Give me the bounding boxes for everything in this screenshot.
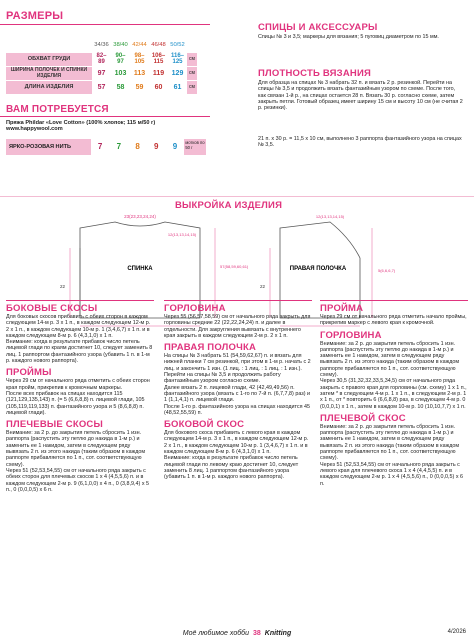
needles-heading: СПИЦЫ И АКСЕССУАРЫ	[258, 22, 378, 33]
divider	[0, 116, 210, 117]
paragraph: Через 51 (52,53,54,55) см от начального ряда закрыть с левого края для плечевого скоса 1 х 4 (4,4,5,5) п. и в каждом следующем 2-м р. 1 х 4 (4,5,5,6) п., 0 (0,0,0,5) х 6 п.	[320, 461, 464, 487]
cell: 98–105	[130, 52, 149, 66]
measure-front-shoulder: 12(13,13,14,15)	[315, 214, 345, 219]
paragraph: Для боковых скосов прибавить с обеих сторон в каждом следующем 14-м р. 3 х 1 п., в каждом следующем 12-м р. 2 х 1 п., в каждом следующем 10-м р. 1 (3,4,6,7) х 1 п. и в каждом следующем 8-м р. 6 (4,3,1,0) х 1 п.	[6, 314, 151, 339]
yarn-value: 9	[172, 142, 178, 152]
yarn-row	[6, 139, 206, 155]
row-label: ОБХВАТ ГРУДИ	[6, 52, 92, 66]
page-number: 38	[252, 629, 261, 637]
paragraph: Для бокового скоса прибавить с левого края в каждом следующем 14-м р. 3 х 1 п., в каждом следующем 12-м р. 2 х 1 п., в каждом следующем 10-м р. 1 (3,4,6,7) х 1 п. и в каждом следующем 8-м р. 6 (4,3,1,0) х 1 п.	[164, 430, 309, 456]
cell: 97	[92, 66, 111, 80]
paragraph: Через 51 (52,53,54,55) см от начального ряда закрыть с обеих сторон для плечевых скосов 1 х 4 (4,5,5,6) п. и в каждом следующем 2-м р. 9 (6,1,0,0) х 4 п., 0 (3,8,9,4) х 5 п., 0 (0,0,0,5) х 6 п.	[6, 467, 150, 493]
paragraph: Внимание: когда в результате прибавок число петель лицевой глади по краям достигнет 10, следует заменить 8 лиц. 1 раппортом фантазийного узора (убавить 1 п. в 1-м р. каждого нового раппорта).	[6, 339, 153, 365]
needles-text: Спицы № 3 и 3,5; маркеры для вязания; 5 пуговиц диаметром по 15 мм.	[258, 34, 439, 40]
front-label: ПРАВАЯ ПОЛОЧКА	[289, 266, 347, 272]
cell: 57	[92, 80, 111, 94]
measure-22: 22	[60, 284, 66, 289]
paragraph: Через 29 см от начального ряда отметить начало проймы, прикрепив маркер с левого края к кромочной.	[320, 314, 467, 327]
section-heading: ПРОЙМЫ	[6, 367, 52, 379]
pattern-heading: ВЫКРОЙКА ИЗДЕЛИЯ	[175, 200, 283, 211]
size-header: 50/52	[168, 38, 187, 52]
size-header: 38/40	[111, 38, 130, 52]
section-heading: ПЛЕЧЕВЫЕ СКОСЫ	[6, 419, 103, 431]
yarn-value: 8	[135, 142, 140, 152]
issue-number: 4/2026	[447, 629, 466, 635]
measure-shoulder: 12(13,13,14,15)	[167, 232, 197, 237]
paragraph: Через 29 см от начального ряда отметить с обеих сторон края пройм, прикрепив к кромочным маркеры.	[6, 378, 150, 391]
magazine-name: Моё любимое хобби	[182, 629, 249, 637]
cell: 113	[130, 66, 149, 80]
row-label: ШИРИНА ПОЛОЧЕК И СПИНКИ ИЗДЕЛИЯ	[6, 66, 92, 80]
column-1	[6, 300, 154, 493]
yarn-line1: Пряжа Phildar «Love Cotton» (100% хлопок; 115 м/50 г)	[6, 120, 156, 126]
section-heading: ПРОЙМА	[320, 303, 364, 314]
size-header: 46/48	[149, 38, 168, 52]
section-heading: БОКОВЫЕ СКОСЫ	[6, 303, 98, 314]
cell: 59	[130, 80, 149, 94]
paragraph: Внимание: за 2 р. до закрытия петель сбросить 1 изн. раппорта (распустить эту петлю до накида в 1-м р.) и заменить ее 1 накидом, затем в следующем ряду вывязать 2 п. из этого накида (таким образом в каждом раппорте прибавляется по 1 п., сот. соответствующую схему).	[6, 430, 146, 468]
yarn-value: 7	[97, 142, 103, 152]
divider	[0, 196, 474, 197]
row-label: ДЛИНА ИЗДЕЛИЯ	[6, 80, 92, 94]
paragraph: Перейти на спицы № 3,5 и продолжить работу фантазийным узором согласно схеме.	[164, 372, 281, 385]
cell: 129	[168, 66, 187, 80]
measure-top: 23(23,23,24,24)	[124, 214, 156, 219]
density-text: Для образца на спицах № 3 набрать 32 п. и вязать 2 р. резинкой. Перейти на спицы № 3,5 и продолжить вязать фантазийным узором по схеме. После того, как связан 1-й р., на спицах остается 28 п. Вязать 30 р. согласно схеме, затем закрыть петли. Готовый образец имеет ширину 15 см и высоту 10 см (не считая 2 р. резинки).	[258, 80, 463, 112]
brand-name: Knitting	[264, 629, 292, 637]
yarn-color-label: ЯРКО-РОЗОВАЯ НИТЬ	[6, 139, 91, 155]
paragraph: Внимание: когда в результате прибавок число петель лицевой глади по левому краю достигнет 10, следует заменить 8 лиц. 1 раппортом фантазийного узора (убавить 1 п. в 1-м р. каждого нового раппорта).	[164, 455, 299, 481]
sizes-heading: РАЗМЕРЫ	[6, 10, 64, 22]
section-heading: ГОРЛОВИНА	[320, 329, 382, 341]
paragraph: Внимание: за 2 р. до закрытия петель сбросить 1 изн. раппорта (распустить эту петлю до накида в 1-м р.) и заменить ее 1 накидом, затем в следующем ряду вывязать 2 п. из этого накида (таким образом в каждом раппорте прибавляется по 1 п., сот. соответствующую схему).	[320, 340, 460, 379]
yarn-value: 9	[154, 142, 159, 152]
yarn-heading: ВАМ ПОТРЕБУЕТСЯ	[6, 104, 109, 115]
paragraph: Через 30,5 (31,32,32,33,5,34,5) см от начального ряда закрыть с правого края для горловины (см. схему) 1 х 1 п., затем * в следующем 4-м р. 1 х 1 п., в следующем 2-м р. 1 х 1 п., от * повторить 6 (6,6,8,8) раз, в следующем 4-м р. 0 (0,0,0,1) х 1 п., затем в каждом 10-м р. 10 (10,10,7,7) х 1 п.	[320, 378, 467, 410]
back-label: СПИНКА	[127, 266, 153, 272]
footer	[0, 626, 474, 640]
section-heading: ПЛЕЧЕВОЙ СКОС	[320, 412, 406, 424]
density-heading: ПЛОТНОСТЬ ВЯЗАНИЯ	[258, 68, 372, 79]
cell: 119	[149, 66, 168, 80]
cell: 90–97	[111, 52, 130, 66]
cell: 82–89	[92, 52, 111, 66]
cell: 58	[111, 80, 130, 94]
measure-side: 5(6,6,6,7)	[378, 268, 396, 273]
column-2	[164, 300, 312, 481]
unit: см	[187, 52, 197, 66]
measure-22: 22	[260, 284, 266, 289]
density-formula: 21 п. х 30 р. = 11,5 х 10 см, выполнено 3 раппорта фантазийного узора на спицах № 3,5.	[258, 136, 462, 149]
cell: 116–125	[168, 52, 187, 66]
section-heading: ГОРЛОВИНА	[164, 303, 226, 314]
column-3	[320, 300, 468, 487]
cell: 61	[168, 80, 187, 94]
yarn-unit: мотков по 50 г	[184, 139, 206, 155]
paragraph: После всех прибавок на спицах находится 115 (121,129,135,143) п. (= 5 (6,6,8,8) п. лицевой глади, 105 (105,119,119,133) п. фантазийного узора и 5 (8,6,8,8) п. лицевой глади).	[6, 390, 145, 416]
section-heading: ПРАВАЯ ПОЛОЧКА	[164, 342, 257, 354]
size-header: 42/44	[130, 38, 149, 52]
yarn-value: 7	[116, 142, 122, 152]
cell: 60	[149, 80, 168, 94]
yarn-link[interactable]: www.happywool.com	[6, 126, 63, 133]
paragraph: После 1-го р. фантазийного узора на спицах находится 45 (48,52,55,59) п.	[164, 403, 311, 416]
section-heading: БОКОВОЙ СКОС	[164, 419, 245, 431]
size-table	[6, 38, 197, 95]
unit: см	[187, 66, 197, 80]
paragraph: Через 55 (56,57,58,59) см от начального ряда закрыть для горловины средние 22 (22,22,24,24) п. и далее в отдельности. Для закругления вывязать с внутреннего края закрыть в каждом следующем 2-м р. 2 х 1 п.	[164, 314, 311, 339]
paragraph: Далее вязать 2 п. лицевой глади, 42 (42,49,49,56) п. фантазийного узора (вязать с 1-го по 7-й п. (6,7,7,8) раз) и 1 (1,1,4,1) п. лицевой глади.	[164, 384, 311, 404]
paragraph: Внимание: за 2 р. до закрытия петель сбросить 1 изн. раппорта (распустить эту петлю до накида в 1-м р.) и заменить ее 1 накидом, затем в следующем ряду вывязать 2 п. из этого накида (таким образом в каждом раппорте прибавляется по 1 п., сот. соответствующую схему).	[320, 423, 460, 462]
paragraph: На спицы № 3 набрать 51 (54,59,62,67) п. и вязать для нижней планки 7 см резинкой, при этом в 1-м р. начать с 2 лиц. и закончить 1 изн. (1 лиц. : 1 лиц. : 1 лиц. : 1 изн.).	[164, 353, 311, 372]
measure-length: 57(58,59,60,61)	[220, 264, 249, 269]
cell: 106–115	[149, 52, 168, 66]
divider	[0, 24, 210, 25]
unit: см	[187, 80, 197, 94]
size-header: 34/36	[92, 38, 111, 52]
cell: 103	[111, 66, 130, 80]
